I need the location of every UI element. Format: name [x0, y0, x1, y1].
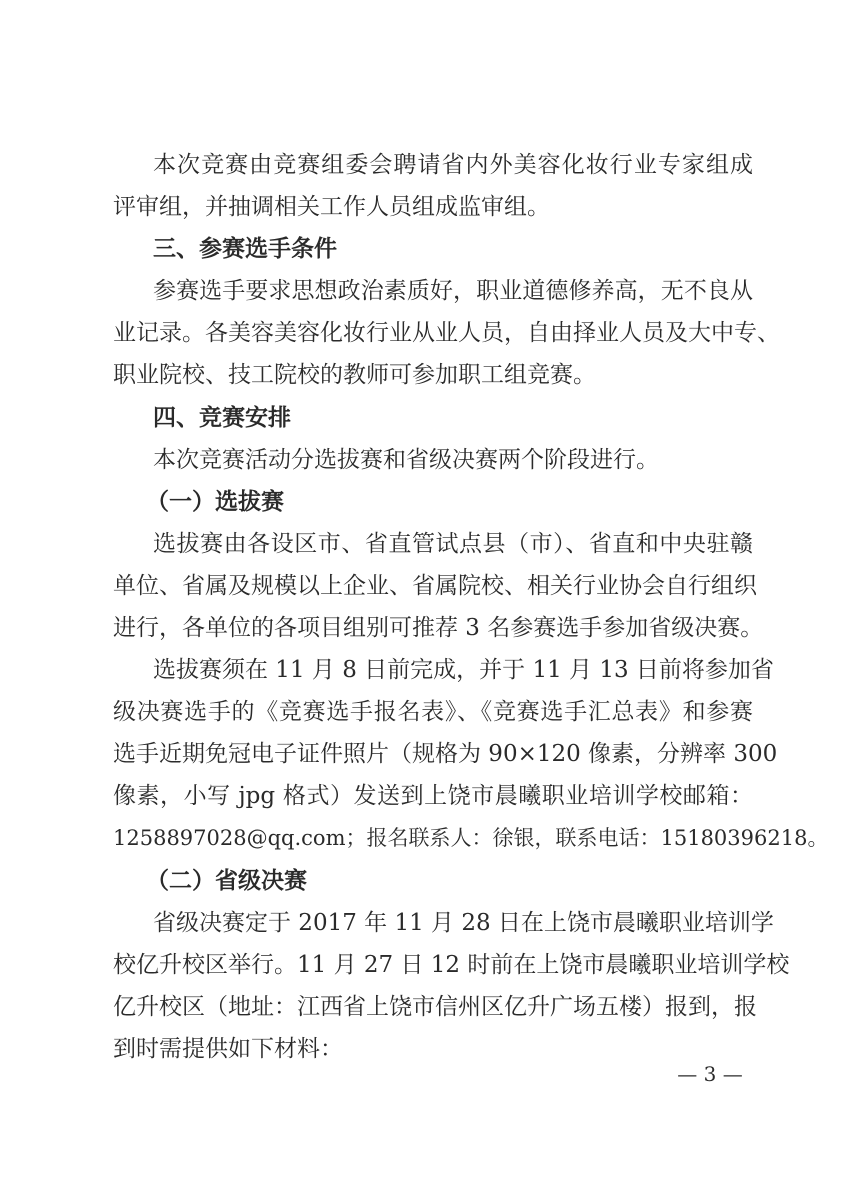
paragraph-line: 本次竞赛由竞赛组委会聘请省内外美容化妆行业专家组成 — [153, 152, 753, 178]
page-number: — 3 — — [677, 1062, 743, 1086]
paragraph-line: 参赛选手要求思想政治素质好，职业道德修养高，无不良从 — [153, 278, 753, 304]
paragraph-line: 亿升校区（地址：江西省上饶市信州区亿升广场五楼）报到，报 — [113, 994, 757, 1020]
paragraph-line: 校亿升校区举行。11 月 27 日 12 时前在上饶市晨曦职业培训学校 — [113, 952, 790, 978]
paragraph-line: 到时需提供如下材料： — [113, 1036, 343, 1062]
paragraph-line: 业记录。各美容美容化妆行业从业人员，自由择业人员及大中专、 — [113, 320, 780, 346]
subsection-heading: （一）选拔赛 — [146, 489, 284, 515]
paragraph-line: 像素，小写 jpg 格式）发送到上饶市晨曦职业培训学校邮箱： — [113, 783, 753, 809]
paragraph-line: 本次竞赛活动分选拔赛和省级决赛两个阶段进行。 — [153, 447, 659, 473]
paragraph-line: 选拔赛由各设区市、省直管试点县（市）、省直和中央驻赣 — [153, 531, 753, 557]
paragraph-line: 评审组，并抽调相关工作人员组成监审组。 — [113, 194, 550, 220]
paragraph-line: 1258897028@qq.com；报名联系人：徐银，联系电话：15180396218。 — [113, 826, 829, 850]
paragraph-line: 级决赛选手的《竞赛选手报名表》、《竞赛选手汇总表》和参赛 — [113, 699, 753, 725]
paragraph-line: 单位、省属及规模以上企业、省属院校、相关行业协会自行组织 — [113, 573, 757, 599]
paragraph-line: 进行，各单位的各项目组别可推荐 3 名参赛选手参加省级决赛。 — [113, 615, 764, 641]
paragraph-line: 职业院校、技工院校的教师可参加职工组竞赛。 — [113, 362, 596, 388]
subsection-heading: （二）省级决赛 — [146, 868, 307, 894]
paragraph-line: 省级决赛定于 2017 年 11 月 28 日在上饶市晨曦职业培训学 — [153, 910, 774, 936]
section-heading: 三、参赛选手条件 — [153, 236, 337, 262]
section-heading: 四、竞赛安排 — [153, 405, 291, 431]
paragraph-line: 选拔赛须在 11 月 8 日前完成，并于 11 月 13 日前将参加省 — [153, 657, 774, 683]
paragraph-line: 选手近期免冠电子证件照片（规格为 90×120 像素，分辨率 300 — [113, 741, 778, 767]
